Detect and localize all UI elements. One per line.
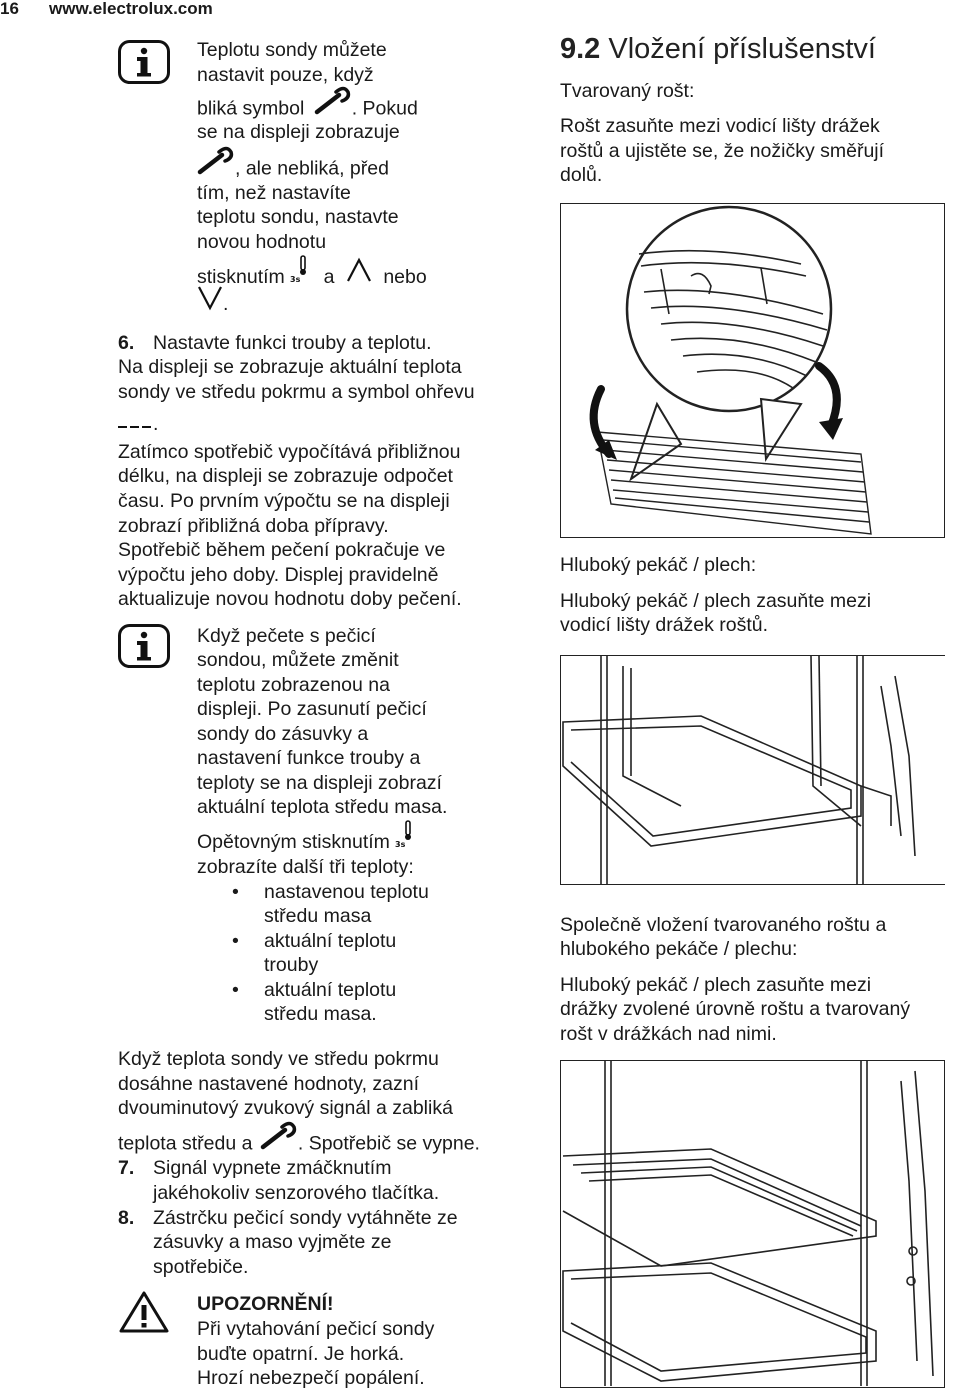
text-line: nastavit pouze, když: [197, 64, 374, 86]
text-line: Spotřebič během pečení pokračuje ve: [118, 539, 446, 561]
text-segment: . Spotřebič se vypne.: [297, 1132, 480, 1155]
text-line: Zatímco spotřebič vypočítává přibližnou: [118, 441, 461, 463]
text-line: drážky zvolené úrovně roštu a tvarovaný: [560, 998, 911, 1020]
text-line: Hrozí nebezpečí popálení.: [197, 1367, 425, 1389]
text-segment: stisknutím: [197, 266, 285, 288]
text-line: Když pečete s pečicí: [197, 625, 376, 647]
text-line: Na displeji se zobrazuje aktuální teplota: [118, 356, 462, 378]
text-line: Při vytahování pečicí sondy: [197, 1318, 435, 1340]
text-line: [118, 412, 158, 437]
section-number: 9.2: [560, 33, 601, 65]
section-heading: [560, 32, 876, 66]
figure-wire-rack: [560, 203, 945, 538]
text-segment: .: [223, 293, 229, 315]
text-segment: nebo: [383, 266, 427, 288]
page-number: 16: [0, 0, 19, 18]
text-segment: . Pokud: [351, 97, 418, 120]
three-seconds-label: 3s: [395, 839, 406, 848]
text-line: novou hodnotu: [197, 231, 327, 253]
text-line: roštů a ujistěte se, že nožičky směřují: [560, 140, 885, 162]
text-line: dvouminutový zvukový signál a zabliká: [118, 1097, 453, 1119]
thermometer-3s-icon: [395, 820, 421, 855]
text-segment: teplota středu a: [118, 1132, 253, 1155]
down-arrow-icon: [197, 285, 223, 318]
text-segment: .: [153, 413, 159, 435]
text-line: sondy do zásuvky a: [197, 723, 369, 745]
text-line: zásuvky a maso vyjměte ze: [153, 1231, 392, 1253]
text-line: [197, 265, 427, 290]
warning-title: UPOZORNĚNÍ!: [197, 1293, 334, 1315]
text-line: tím, než nastavíte: [197, 182, 351, 204]
header-url: www.electrolux.com: [49, 0, 213, 18]
text-line: Zástrčku pečicí sondy vytáhněte ze: [153, 1207, 458, 1229]
bullet-dot: •: [232, 881, 239, 903]
step-number: 8.: [118, 1207, 135, 1229]
figure-deep-tray: [560, 655, 945, 885]
text-line: aktualizuje novou hodnotu doby pečení.: [118, 588, 462, 610]
text-line: Signál vypnete zmáčknutím: [153, 1157, 392, 1179]
text-line: teploty se na displeji zobrazí: [197, 772, 442, 794]
page-header: [0, 0, 960, 20]
text-line: Hluboký pekáč / plech zasuňte mezi: [560, 974, 872, 996]
thermometer-3s-icon: [290, 255, 316, 290]
tray-label: Hluboký pekáč / plech:: [560, 554, 757, 576]
text-line: hlubokého pekáče / plechu:: [560, 938, 798, 960]
text-line: [197, 156, 389, 183]
text-line: středu masa: [264, 905, 372, 927]
text-line: Teplotu sondy můžete: [197, 39, 387, 61]
text-segment: Opětovným stisknutím: [197, 831, 390, 853]
probe-icon: [197, 146, 235, 183]
warning-icon: [118, 1290, 170, 1341]
info-icon: [118, 40, 170, 84]
text-segment: , ale nebliká, před: [235, 157, 389, 180]
text-line: displeji. Po zasunutí pečicí: [197, 698, 427, 720]
text-segment: a: [323, 266, 335, 288]
text-line: [197, 830, 421, 855]
figure-tray-and-rack: [560, 1060, 945, 1388]
rack-label: Tvarovaný rošt:: [560, 80, 695, 102]
text-line: Hluboký pekáč / plech zasuňte mezi: [560, 590, 872, 612]
step-number: 7.: [118, 1157, 135, 1179]
text-line: [197, 96, 418, 123]
text-line: nastavenou teplotu: [264, 881, 429, 903]
text-line: výpočtu jeho doby. Displej pravidelně: [118, 564, 439, 586]
bullet-dot: •: [232, 979, 239, 1001]
step-number: 6.: [118, 332, 135, 354]
section-title: Vložení příslušenství: [608, 33, 876, 65]
text-line: jakéhokoliv senzorového tlačítka.: [153, 1182, 440, 1204]
text-line: Společně vložení tvarovaného roštu a: [560, 914, 887, 936]
probe-icon: [314, 86, 352, 123]
text-line: buďte opatrní. Je horká.: [197, 1343, 405, 1365]
text-line: středu masa.: [264, 1003, 377, 1025]
text-line: dolů.: [560, 164, 603, 186]
text-line: délku, na displeji se zobrazuje odpočet: [118, 465, 453, 487]
text-line: spotřebiče.: [153, 1256, 249, 1278]
text-line: vodicí lišty drážek roštů.: [560, 614, 769, 636]
text-line: teplotu zobrazenou na: [197, 674, 390, 696]
text-line: času. Po prvním výpočtu se na displeji: [118, 490, 450, 512]
text-line: sondy ve středu pokrmu a symbol ohřevu: [118, 381, 475, 403]
text-line: dosáhne nastavené hodnoty, zazní: [118, 1073, 420, 1095]
text-line: rošt v drážkách nad nimi.: [560, 1023, 777, 1045]
text-line: aktuální teplotu: [264, 979, 397, 1001]
text-line: aktuální teplotu: [264, 930, 397, 952]
text-line: Rošt zasuňte mezi vodicí lišty drážek: [560, 115, 880, 137]
text-line: [197, 292, 228, 317]
text-segment: bliká symbol: [197, 97, 305, 120]
info-icon: [118, 624, 170, 668]
text-line: teplotu sondu, nastavte: [197, 206, 399, 228]
bullet-dot: •: [232, 930, 239, 952]
text-line: zobrazí přibližná doba přípravy.: [118, 515, 389, 537]
three-seconds-label: 3s: [290, 274, 301, 283]
probe-icon: [260, 1121, 298, 1158]
text-line: trouby: [264, 954, 319, 976]
text-line: sondou, můžete změnit: [197, 649, 399, 671]
up-arrow-icon: [346, 257, 372, 290]
text-line: zobrazíte další tři teploty:: [197, 856, 414, 878]
text-line: [118, 1131, 480, 1158]
text-line: nastavení funkce trouby a: [197, 747, 421, 769]
text-line: Nastavte funkci trouby a teplotu.: [153, 332, 432, 354]
text-line: se na displeji zobrazuje: [197, 121, 400, 143]
heating-symbol-icon: [118, 413, 152, 438]
text-line: aktuální teplota středu masa.: [197, 796, 448, 818]
text-line: Když teplota sondy ve středu pokrmu: [118, 1048, 439, 1070]
